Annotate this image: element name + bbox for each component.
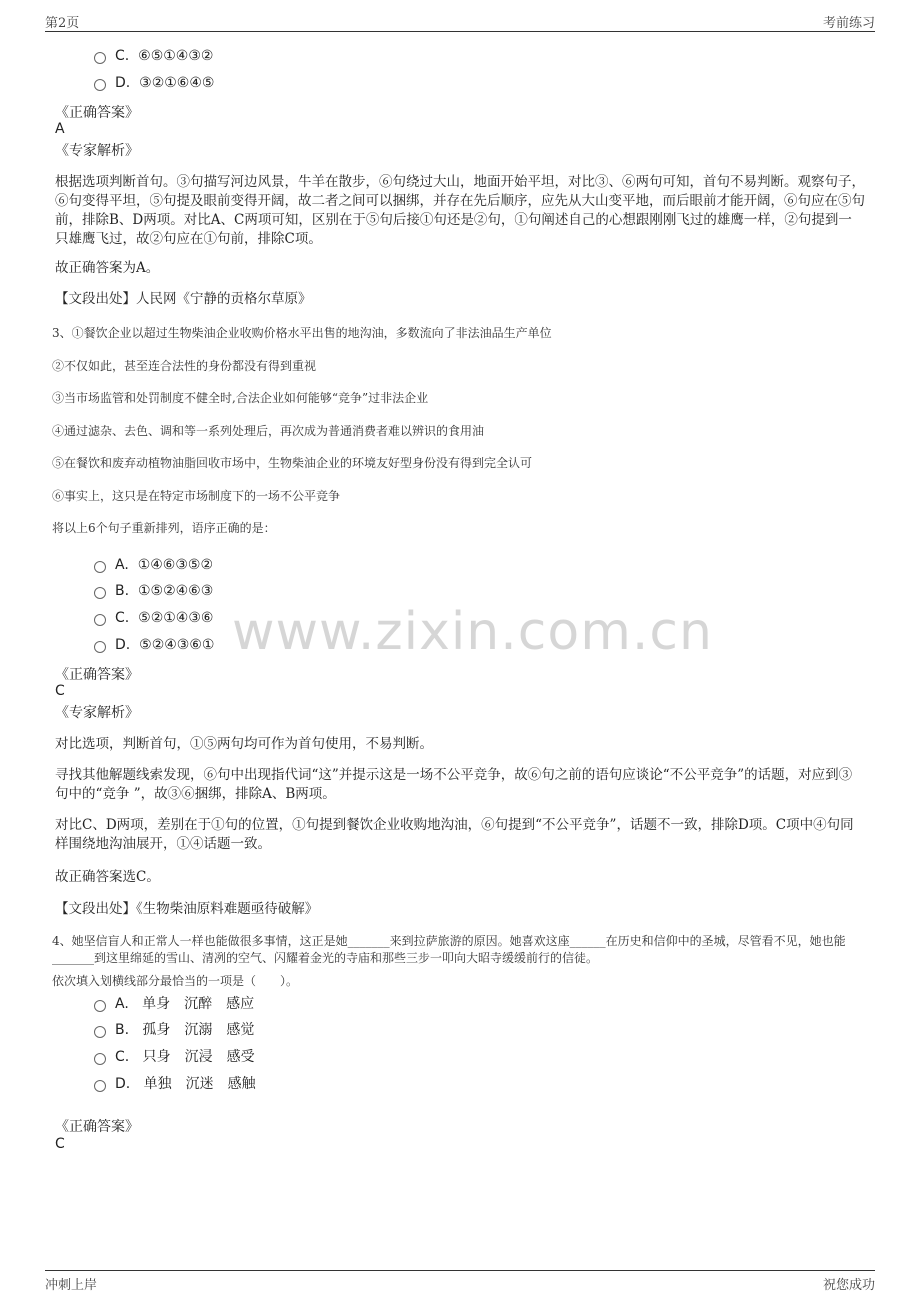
footer-left-text: 冲刺上岸 [45,1278,98,1293]
q2-option-c[interactable]: C. ⑥⑤①④③② [94,46,213,66]
q3-analysis-paragraph-2: 寻找其他解题线索发现，⑥句中出现指代词“这”并提示这是一场不公平竞争，故⑥句之前的语句应谈论“不公平竞争”的话题，对应到③句中的“竞争 ”，故③⑥捆绑，排除A、B两项。 [55,767,853,802]
q2-answer-label: 《正确答案》 [55,105,139,121]
q3-analysis-label: 《专家解析》 [55,705,139,721]
q3-answer-label: 《正确答案》 [55,667,139,683]
q2-analysis-label: 《专家解析》 [55,143,139,159]
radio-icon[interactable] [94,79,106,91]
q3-stem-line-1: 3、①餐饮企业以超过生物柴油企业收购价格水平出售的地沟油，多数流向了非法油品生产单位 [52,326,552,340]
q3-stem-line-3: ③当市场监管和处罚制度不健全时,合法企业如何能够“竞争”过非法企业 [52,391,429,405]
q4-answer-label: 《正确答案》 [55,1119,139,1135]
q3-stem-line-4: ④通过滤杂、去色、调和等一系列处理后，再次成为普通消费者难以辨识的食用油 [52,424,485,438]
footer-divider [45,1270,875,1271]
q3-stem-line-2: ②不仅如此，甚至连合法性的身份都没有得到重视 [52,359,317,373]
radio-icon[interactable] [94,614,106,626]
header-divider [45,31,875,32]
footer-right-text: 祝您成功 [822,1278,875,1293]
q3-stem-line-6: ⑥事实上，这只是在特定市场制度下的一场不公平竞争 [52,489,341,503]
radio-icon[interactable] [94,52,106,64]
page-number: 第2页 [45,16,80,31]
watermark: www.zixin.com.cn [232,602,713,662]
q2-analysis-paragraph: 根据选项判断首句。③句描写河边风景，牛羊在散步，⑥句绕过大山，地面开始平坦，对比③、⑥两句可知，首句不易判断。观察句子，⑥句变得平坦，⑤句提及眼前变得开阔，故二者之间可以捆绑，并存在先后顺序，应先从大山变平地，而后眼前才能开阔，⑥句应在⑤句前，排除B、D两项。对比A、C两项可知，区别在于⑤句后接①句还是②句，①句阐述自己的心想跟刚刚飞过的雄鹰一样，②句提到一只雄鹰飞过，故②句应在①句前，排除C项。 [55,174,865,247]
q4-option-b[interactable]: B. 孤身 沉溺 感觉 [94,1020,254,1040]
radio-icon[interactable] [94,1000,106,1012]
q3-option-c[interactable]: C. ⑤②①④③⑥ [94,608,213,628]
q3-source: 【文段出处】《生物柴油原料难题亟待破解》 [55,901,319,917]
q2-option-d[interactable]: D. ③②①⑥④⑤ [94,73,214,93]
q2-analysis-conclusion: 故正确答案为A。 [55,260,160,276]
q4-option-a[interactable]: A. 单身 沉醉 感应 [94,994,254,1014]
radio-icon[interactable] [94,587,106,599]
q4-option-d[interactable]: D. 单独 沉迷 感触 [94,1074,256,1094]
q2-source: 【文段出处】人民网《宁静的贡格尔草原》 [55,291,312,307]
q3-question-prompt: 将以上6个句子重新排列，语序正确的是： [52,521,276,535]
q4-answer: C [55,1136,65,1152]
q4-option-c[interactable]: C. 只身 沉浸 感受 [94,1047,255,1067]
q2-answer: A [55,121,65,137]
q3-analysis-paragraph-3: 对比C、D两项，差别在于①句的位置，①句提到餐饮企业收购地沟油，⑥句提到“不公平竞争”，话题不一致，排除D项。C项中④句同样围绕地沟油展开，①④话题一致。 [55,817,854,852]
header-title: 考前练习 [822,16,875,31]
q4-stem: 4、她坚信盲人和正常人一样也能做很多事情，这正是她_______来到拉萨旅游的原因。她喜欢这座______在历史和信仰中的圣城，尽管看不见，她也能_______到这里绵延的雪山、清冽的空气、闪耀着金光的寺庙和那些三步一叩向大昭寺缓缓前行的信徒。 [52,934,846,965]
radio-icon[interactable] [94,1080,106,1092]
radio-icon[interactable] [94,641,106,653]
radio-icon[interactable] [94,1026,106,1038]
q3-analysis-conclusion: 故正确答案选C。 [55,869,160,885]
q3-stem-line-5: ⑤在餐饮和废弃动植物油脂回收市场中，生物柴油企业的环境友好型身份没有得到完全认可 [52,456,533,470]
radio-icon[interactable] [94,1053,106,1065]
radio-icon[interactable] [94,561,106,573]
q3-answer: C [55,683,65,699]
q3-option-d[interactable]: D. ⑤②④③⑥① [94,635,214,655]
q3-option-b[interactable]: B. ①⑤②④⑥③ [94,581,213,601]
page-header [45,12,875,32]
q3-analysis-paragraph-1: 对比选项，判断首句，①⑤两句均可作为首句使用，不易判断。 [55,736,433,752]
q3-option-a[interactable]: A. ①④⑥③⑤② [94,555,213,575]
q4-question-prompt: 依次填入划横线部分最恰当的一项是（ ）。 [52,974,299,988]
